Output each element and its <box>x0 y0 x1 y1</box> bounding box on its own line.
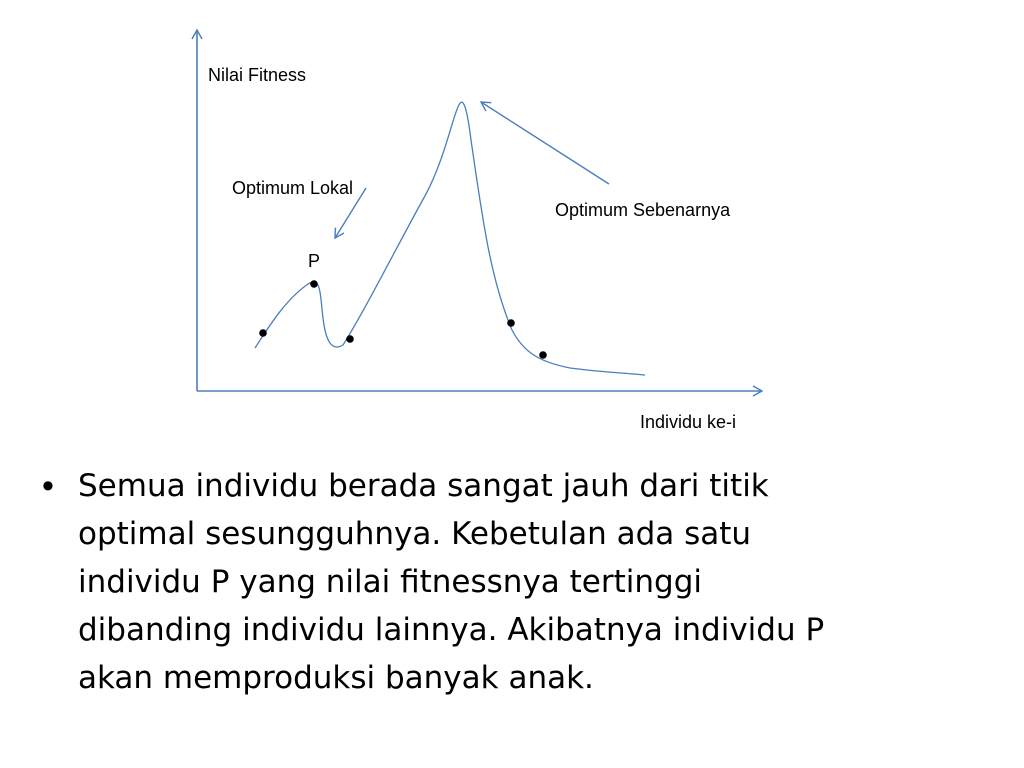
individual-point <box>259 329 267 337</box>
bullet-item <box>42 462 982 702</box>
y-axis-label: Nilai Fitness <box>208 65 307 85</box>
bullet-text: Semua individu berada sangat jauh dari titik optimal sesungguhnya. Kebetulan ada satu individu P yang nilai fitnessnya tertinggi dibanding individu lainnya. Akibatnya individu P akan memproduksi banyak anak. <box>78 468 825 696</box>
individual-point <box>346 335 354 343</box>
local-optimum-label: Optimum Lokal <box>232 178 354 198</box>
x-axis-label: Individu ke-i <box>640 412 737 432</box>
individual-point <box>507 319 515 327</box>
individual-point <box>539 351 547 359</box>
individual-point-p <box>310 280 318 288</box>
true-optimum-label: Optimum Sebenarnya <box>555 200 731 220</box>
point-p-label: P <box>308 251 321 271</box>
fitness-curve <box>255 102 645 375</box>
true-optimum-arrow <box>481 102 609 184</box>
bullet-glyph: • <box>42 467 54 505</box>
